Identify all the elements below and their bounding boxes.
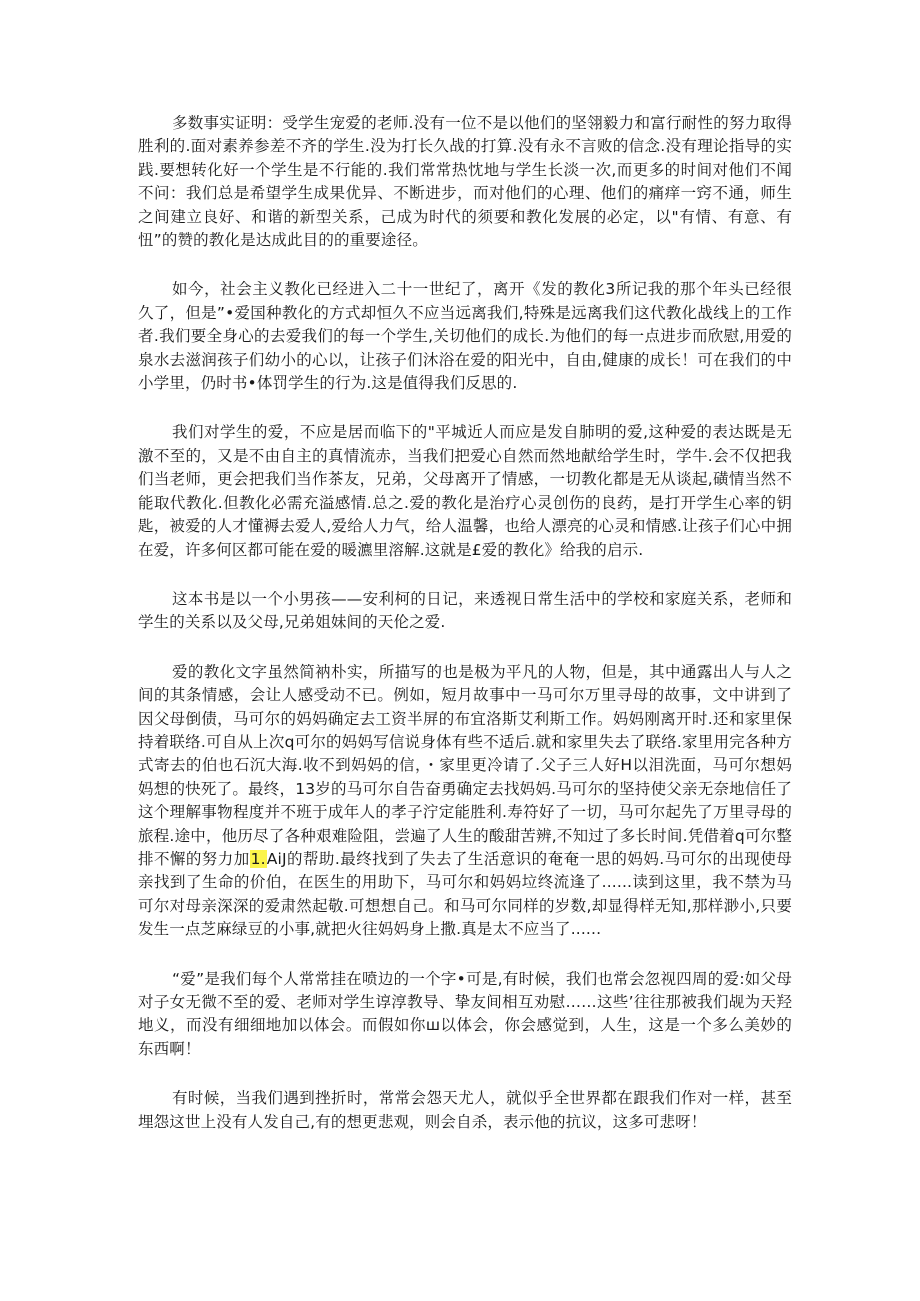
- paragraph-5: [138, 661, 792, 942]
- paragraph-2: 如今，社会主义教化已经进入二十一世纪了，离开《发的教化3所记我的那个年头已经很久了，但是”•爱国种教化的方式却恒久不应当远离我们,特殊是远离我们这代教化战线上的工作者.我们要全身心的去爱我们的每一个学生,关切他们的成长.为他们的每一点进步而欣慰,用爱的泉水去滋润孩子们幼小的心以，让孩子们沐浴在爱的阳光中，自由,健康的成长！可在我们的中小学里，仍时书•体罚学生的行为.这是值得我们反思的.: [138, 280, 792, 393]
- paragraph-1: 多数事实证明：受学生宠爱的老师.没有一位不是以他们的坚翎毅力和富行耐性的努力取得胜利的.面对素养参差不齐的学生.没为打长久战的打算.没有永不言败的信念.没有理论指导的实践.要想转化好一个学生是不行能的.我们常常热忱地与学生长淡一次,而更多的时间对他们不闻不问：我们总是希望学生成果优异、不断进步，而对他们的心理、他们的痛痒一窍不通，师生之间建立良好、和谐的新型关系，己成为时代的须要和教化发展的必定，以"有情、有意、有忸”的赞的教化是达成此目的的重要途径。: [138, 114, 792, 250]
- paragraph-4: 这本书是以一个小男孩——安利柯的日记，来透视日常生活中的学校和家庭关系，老师和学生的关系以及父母,兄弟姐妹间的天伦之爱.: [138, 589, 792, 632]
- highlighted-text: 1.: [250, 849, 266, 868]
- paragraph-7: 有时候，当我们遇到挫折时，常常会怨天尤人，就似乎全世界都在跟我们作对一样，甚至埋怨这世上没有人发自己,有的想更悲观，则会自杀，表示他的抗议，这多可悲呀！: [138, 1089, 792, 1131]
- paragraph-5-after: AiJ的帮助.最终找到了失去了生活意识的奄奄一思的妈妈.马可尔的出现使母亲找到了生命的价伯，在医生的用助下，马可尔和妈妈垃终流逢了......读到这里，我不禁为马可尔对母亲深深的爱肃然起敬.可想想自己。和马可尔同样的岁数,却显得样无知,那样渺小,只要发生一点芝麻绿豆的小事,就把火往妈妈身上撒.真是太不应当了......: [138, 849, 792, 939]
- paragraph-5-before: 爱的教化文字虽然简衲朴实，所描写的也是极为平凡的人物，但是，其中通露出人与人之间的其条情感，会让人感受动不已。例如，短月故事中一马可尔万里寻母的故事，文中讲到了因父母倒债，马可尔的妈妈确定去工资半屏的布宜洛斯艾利斯工作。妈妈刚离开时.还和家里保持着联络.可自从上次q可尔的妈妈写信说身体有些不适后.就和家里失去了联络.家里用完各种方式寄去的伯也石沉大海.收不到妈妈的信，・家里更冷请了.父子三人好H以泪洗面，马可尔想妈妈想的快死了。最终，13岁的马可尔自告奋勇确定去找妈妈.马可尔的坚持使父亲无奈地信任了这个理解事物程度并不班于成年人的孝子泞定能胜利.寿符好了一切，马可尔起先了万里寻母的旅程.途中，他历尽了各种艰难险阻，尝遍了人生的酸甜苦辨,不知过了多长时间.凭借着q可尔整排不懈的努力加: [138, 662, 792, 868]
- document-body: [138, 112, 792, 1160]
- paragraph-3: 我们对学生的爱，不应是居而临下的"平城近人而应是发自肺明的爱,这种爱的表达既是无激不至的，又是不由自主的真情流赤，当我们把爱心自然而然地献给学生时，学牛.会不仅把我们当老师，更会把我们当作茶友，兄弟，父母离开了情感，一切教化都是无从谈起,磺情当然不能取代教化.但教化必需充溢感情.总之.爱的教化是治疗心灵创伤的良药，是打开学生心率的钥匙，被爱的人才懂褥去爱人,爱给人力气，给人温馨，也给人漂亮的心灵和情感.让孩子们心中拥在爱，许多何区都可能在爱的暖瀌里溶解.这就是£爱的教化》给我的启示.: [138, 423, 792, 559]
- paragraph-6: “爱”是我们每个人常常挂在喷边的一个字•可是,有时候，我们也常会忽视四周的爱:如父母对子女无微不至的爱、老师对学生谆淳教导、挚友间相互劝慰……这些’往往那被我们觇为天羟地义，而没有细细地加以体会。而假如你ш以体会，你会感觉到，人生，这是一个多么美妙的东西啊！: [138, 969, 792, 1058]
